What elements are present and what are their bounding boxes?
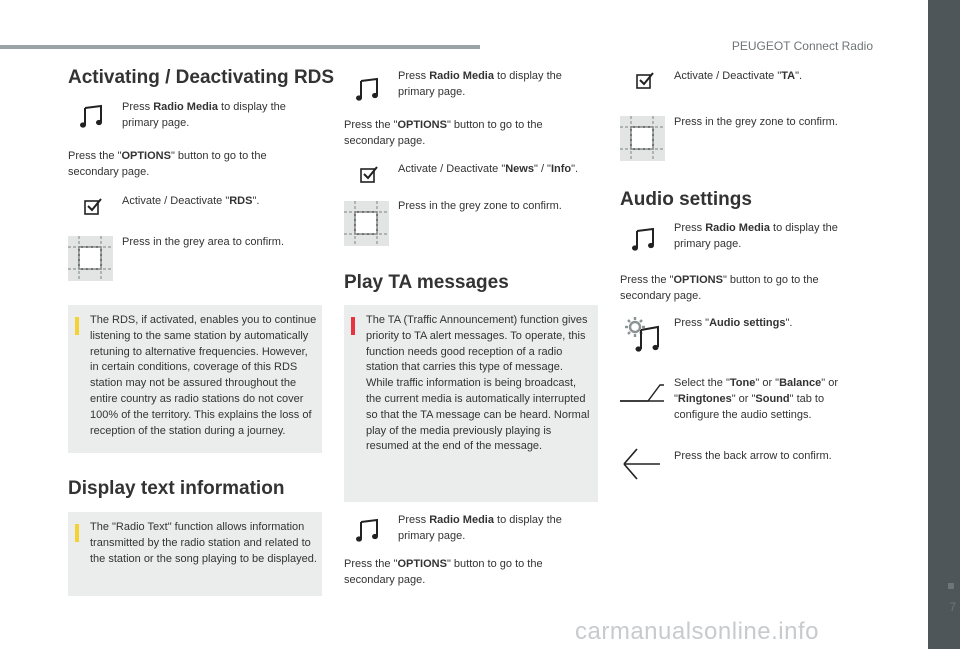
heading-play-ta: Play TA messages — [344, 272, 509, 293]
col3-step5: Press "Audio settings". — [674, 317, 793, 329]
music-note-icon — [80, 105, 104, 129]
col3-step1: Activate / Deactivate "TA". — [674, 70, 803, 82]
gear-music-icon — [624, 316, 662, 354]
col1-step3: Activate / Deactivate "RDS". — [122, 195, 260, 207]
ta-warning-note — [344, 305, 598, 502]
col1-step1: Press Radio Media to display the primary page. — [122, 101, 286, 129]
radio-text-note — [68, 512, 322, 596]
heading-rds: Activating / Deactivating RDS — [68, 67, 335, 88]
right-sidebar — [928, 0, 960, 649]
ta-note-text: The TA (Traffic Announcement) function gives priority to TA alert messages. To operate, this function needs good reception of a radio station that carries this type of message. While traffic information is being broadcast, the current media is automatically interrupted so that the TA message can be heard. Normal play of the media previously playing is resumed at the end of the message. — [366, 314, 590, 453]
grey-zone-icon — [344, 201, 389, 246]
back-arrow-icon — [622, 447, 662, 481]
top-divider-bar — [0, 45, 480, 49]
col2-step3: Activate / Deactivate "News" / "Info". — [398, 163, 579, 175]
col2-step1: Press Radio Media to display the primary page. — [398, 70, 562, 98]
info-marker-icon — [75, 317, 79, 335]
radio-text-note-text: The "Radio Text" function allows information transmitted by the radio station and related to the station or the song playing to be displayed. — [90, 521, 317, 565]
music-note-icon — [632, 228, 656, 252]
music-note-icon — [356, 519, 380, 543]
col3-step2: Press in the grey zone to confirm. — [674, 116, 838, 128]
rds-info-note — [68, 305, 322, 453]
col3-step3: Press Radio Media to display the primary page. — [674, 222, 838, 250]
checkbox-icon — [84, 198, 102, 216]
rds-note-text: The RDS, if activated, enables you to continue listening to the same station by automatically retuning to alternative frequencies. However, in certain conditions, coverage of this RDS station may not be assured throughout the entire country as radio stations do not cover 100% of the territory. This explains the loss of reception of the station during a journey. — [90, 314, 317, 437]
music-note-icon — [356, 78, 380, 102]
col1-step2: Press the "OPTIONS" button to go to the secondary page. — [68, 150, 267, 178]
heading-display-text: Display text information — [68, 478, 285, 499]
checkbox-icon — [360, 166, 378, 184]
col3-step4: Press the "OPTIONS" button to go to the secondary page. — [620, 274, 819, 302]
col2-step6: Press the "OPTIONS" button to go to the secondary page. — [344, 558, 543, 586]
col2-step5: Press Radio Media to display the primary page. — [398, 514, 562, 542]
grey-zone-icon — [620, 116, 665, 161]
page-header-title: PEUGEOT Connect Radio — [731, 39, 873, 53]
col1-step4: Press in the grey area to confirm. — [122, 236, 285, 248]
warning-marker-icon — [351, 317, 355, 335]
watermark: carmanualsonline.info — [575, 618, 819, 645]
col3-step6: Select the "Tone" or "Balance" or "Ringtones" or "Sound" tab to configure the audio settings. — [674, 377, 839, 421]
checkbox-icon — [636, 72, 654, 90]
col3-step7: Press the back arrow to confirm. — [674, 450, 832, 462]
col2-step4: Press in the grey zone to confirm. — [398, 200, 562, 212]
grey-zone-icon — [68, 236, 113, 281]
info-marker-icon — [75, 524, 79, 542]
page-marker — [948, 583, 954, 589]
heading-audio-settings: Audio settings — [620, 189, 752, 210]
col2-step2: Press the "OPTIONS" button to go to the secondary page. — [344, 119, 543, 147]
page-number: 7 — [949, 600, 956, 614]
tab-icon — [620, 381, 664, 403]
